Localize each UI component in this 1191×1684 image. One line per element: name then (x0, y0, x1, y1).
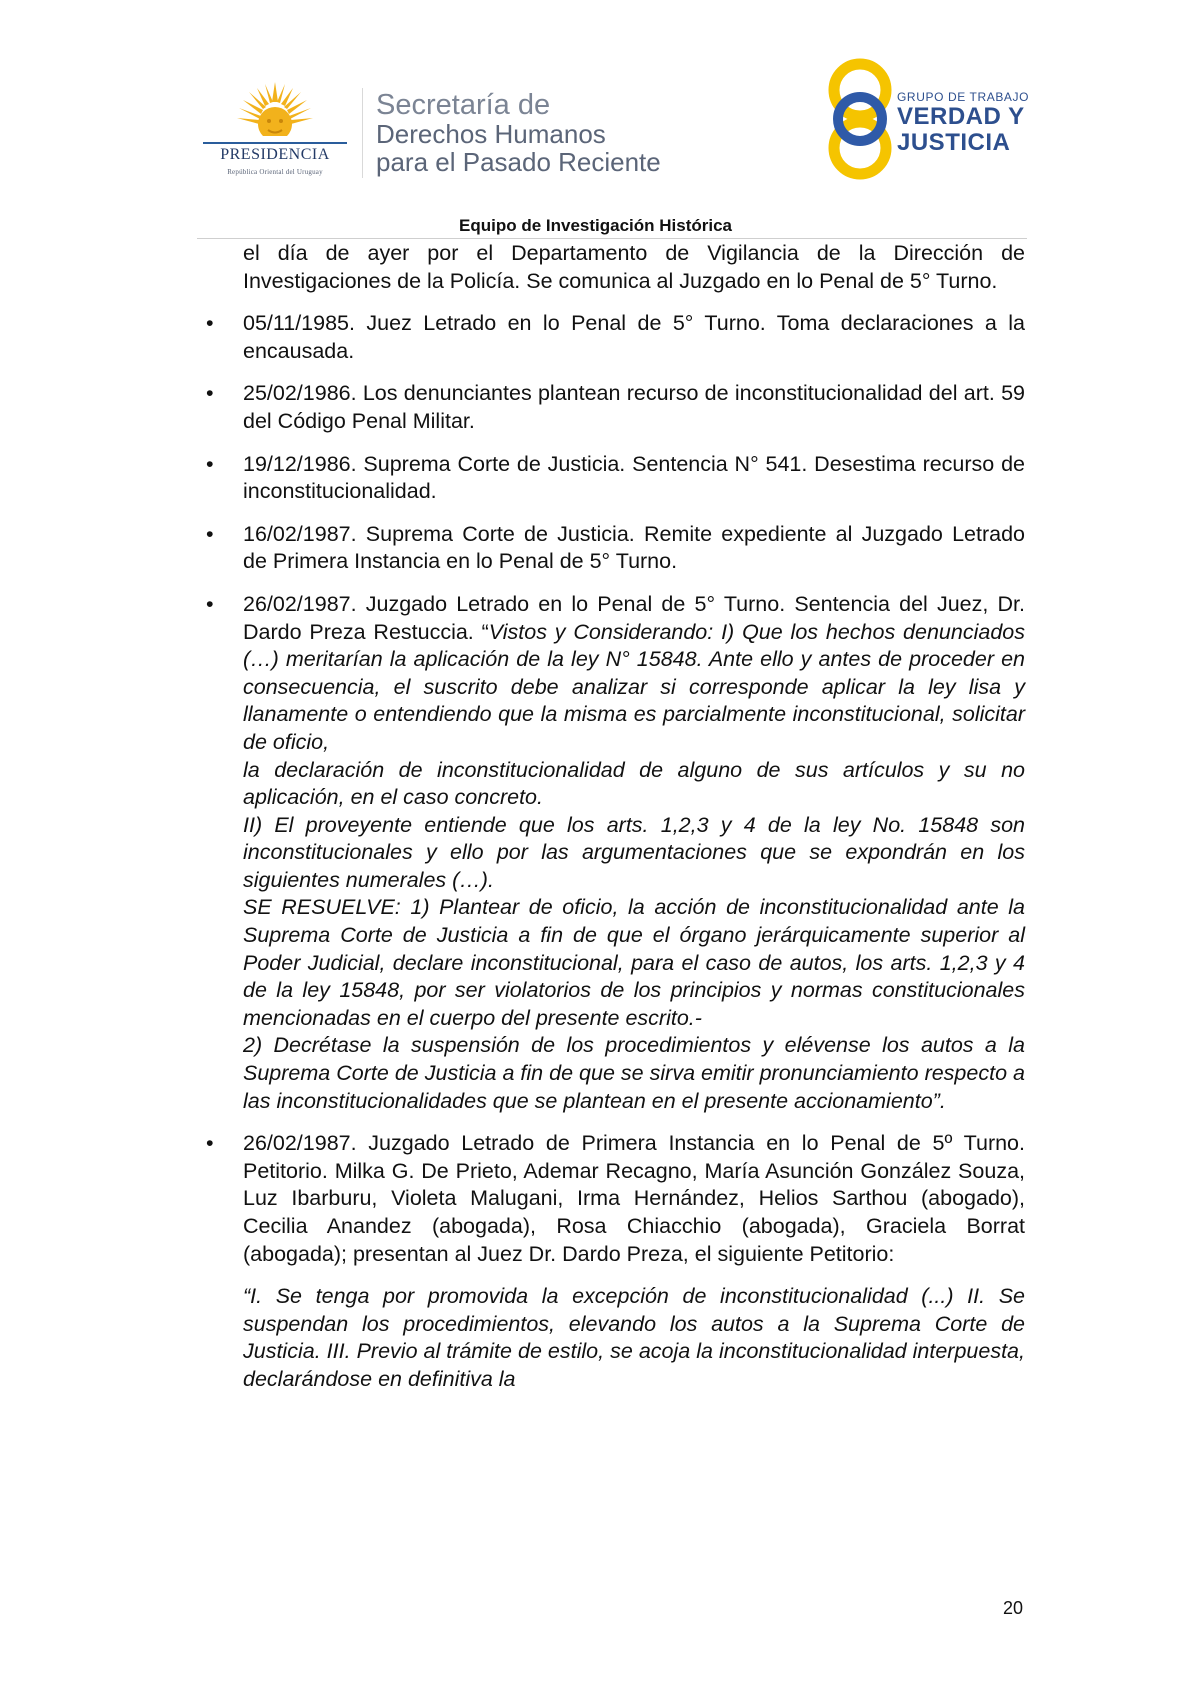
sentencia-quote-2: la declaración de inconstitucionalidad de alguno de sus artículos y su no aplicación, en el caso concreto. (243, 757, 1025, 810)
secretaria-logo-text (376, 90, 661, 176)
grupo-line3: JUSTICIA (897, 129, 1011, 156)
header-rule (197, 238, 1027, 239)
secretaria-line1: Secretaría de (376, 89, 551, 121)
presidencia-subtitle: República Oriental del Uruguay (227, 168, 323, 176)
grupo-line1: GRUPO DE TRABAJO (897, 90, 1030, 104)
presidencia-logo (195, 80, 355, 180)
grupo-line2: VERDAD Y (897, 103, 1025, 130)
page-number: 20 (1003, 1598, 1024, 1618)
petitorio-text: 26/02/1987. Juzgado Letrado de Primera Instancia en lo Penal de 5º Turno. Petitorio. Milka G. De Prieto, Ademar Recagno, María Asunción González Souza, Luz Ibarburu, Violeta Malugani, Irma Hernández, Helios Sarthou (abogado), Cecilia Anandez (abogada), Rosa Chiacchio (abogada), Graciela Borrat (abogada); presentan al Juez Dr. Dardo Preza, el siguiente Petitorio: (243, 1131, 1025, 1266)
presidencia-rule (203, 142, 347, 144)
verdad-justicia-logo-icon (820, 58, 900, 180)
bullet: • (206, 381, 214, 406)
list-item (206, 310, 1025, 365)
list-item (206, 380, 1025, 435)
bullet: • (206, 451, 214, 476)
sentencia-quote-3: II) El proveyente entiende que los arts. 1,2,3 y 4 de la ley No. 15848 son inconstitucionales y ello por las argumentaciones que se expondrán en los siguientes numerales (…). (243, 812, 1025, 892)
list-item-text: 25/02/1986. Los denunciantes plantean recurso de inconstitucionalidad del art. 59 del Código Penal Militar. (243, 381, 1025, 433)
sun-icon (235, 80, 315, 142)
list-item-sentencia (206, 591, 1025, 1115)
petitorio-quote: “I. Se tenga por promovida la excepción de inconstitucionalidad (...) II. Se suspendan los procedimientos, elevando los autos a la Suprema Corte de Justicia. III. Previo al trámite de estilo, se acoja la inconstitucionalidad interpuesta, declarándose en definitiva la (243, 1284, 1025, 1391)
list-item-text: 05/11/1985. Juez Letrado en lo Penal de 5° Turno. Toma declaraciones a la encausada. (243, 311, 1025, 363)
secretaria-line3: para el Pasado Reciente (376, 147, 661, 177)
bullet: • (206, 591, 214, 616)
logo-divider (362, 88, 363, 178)
sentencia-quote-4: SE RESUELVE: 1) Plantear de oficio, la acción de inconstitucionalidad ante la Suprema Corte de Justicia a fin de que el órgano jerárquicamente superior al Poder Judicial, declare inconstitucional, para el caso de autos, los arts. 1,2,3 y 4 de la ley 15848, por ser violatorios de los principios y normas constitucionales mencionadas en el cuerpo del presente escrito.- (243, 895, 1025, 1030)
verdad-justicia-text (897, 90, 1029, 156)
bullet: • (206, 311, 214, 336)
list-item-text: 16/02/1987. Suprema Corte de Justicia. Remite expediente al Juzgado Letrado de Primera Instancia en lo Penal de 5° Turno. (243, 521, 1025, 574)
list-item (206, 451, 1025, 506)
sentencia-quote-1: Vistos y Considerando: I) Que los hechos denunciados (…) meritarían la aplicación de la ley N° 15848. Ante ello y antes de proceder en consecuencia, el suscrito debe analizar si corresponde aplicar la ley lisa y llanamente o entendiendo que la misma es parcialmente inconstitucional, solicitar de oficio, (243, 619, 1025, 754)
bullet: • (206, 521, 214, 546)
team-title: Equipo de Investigación Histórica (459, 216, 732, 235)
list-item-petitorio (206, 1130, 1025, 1268)
secretaria-line2: Derechos Humanos (376, 119, 606, 149)
page-header (0, 0, 1191, 240)
bullet: • (206, 1131, 214, 1156)
presidencia-title: PRESIDENCIA (220, 146, 330, 163)
list-item (206, 521, 1025, 576)
sentencia-quote-5: 2) Decrétase la suspensión de los procedimientos y elévense los autos a la Suprema Corte de Justicia a fin de que se sirva emitir pronunciamiento respecto a las inconstitucionalidades que se plantean en el presente accionamiento”. (243, 1033, 1025, 1113)
continuation-paragraph: el día de ayer por el Departamento de Vigilancia de la Dirección de Investigaciones de la Policía. Se comunica al Juzgado en lo Penal de 5° Turno. (243, 241, 1025, 293)
list-item-text: 19/12/1986. Suprema Corte de Justicia. Sentencia N° 541. Desestima recurso de inconstitucionalidad. (243, 451, 1025, 504)
document-body (206, 240, 1025, 1394)
sentencia-lead: 26/02/1987. Juzgado Letrado en lo Penal de 5° Turno. Sentencia del Juez, Dr. Dardo Preza Restuccia. “ (243, 591, 1025, 644)
